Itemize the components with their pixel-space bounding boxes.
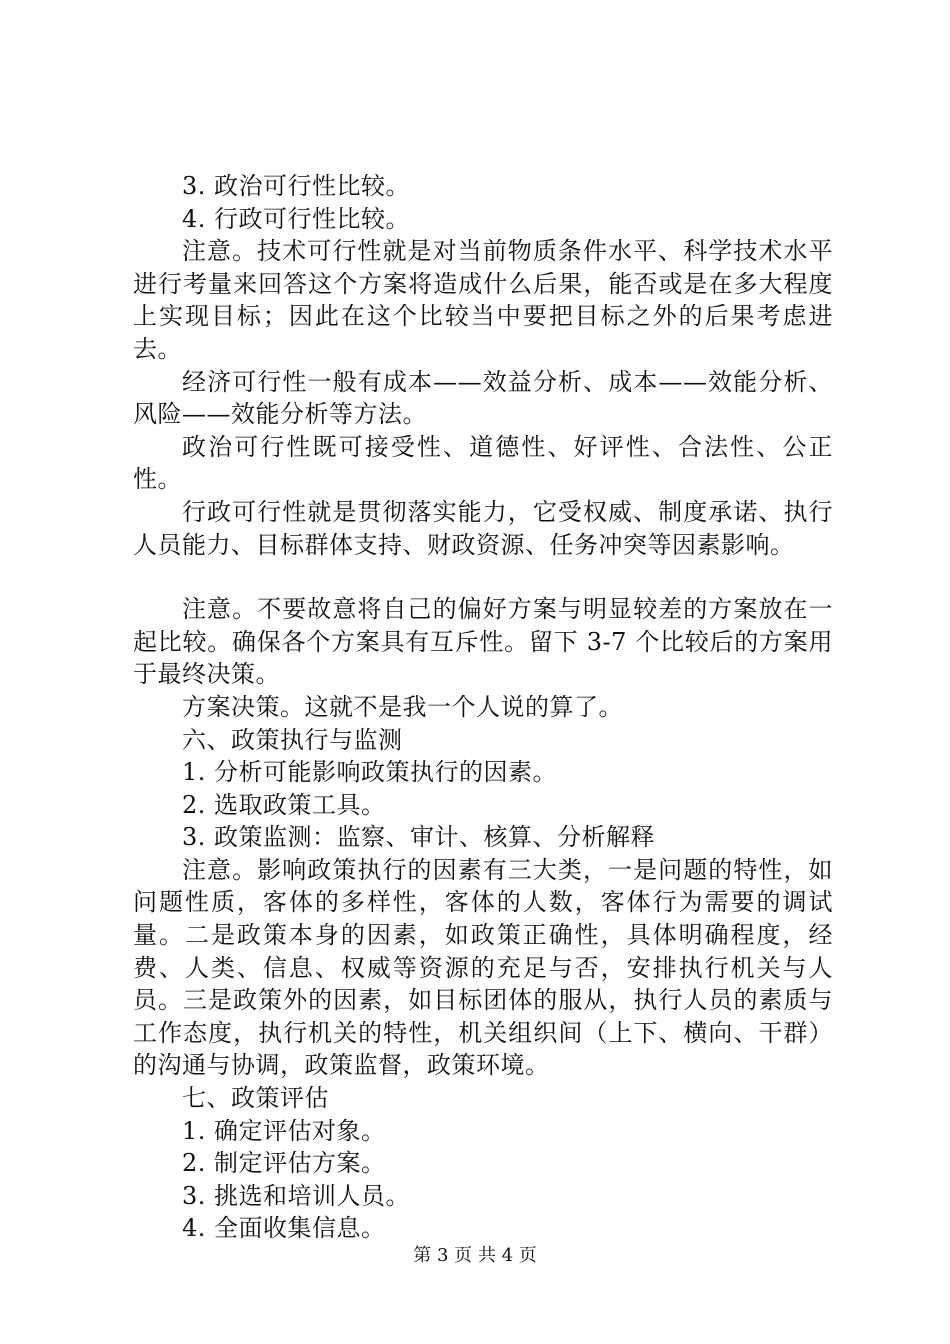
paragraph-comparison-note: 注意。不要故意将自己的偏好方案与明显较差的方案放在一起比较。确保各个方案具有互斥性。留下 3-7 个比较后的方案用于最终决策。	[133, 595, 833, 689]
list-item-evaluation-object: 1. 确定评估对象。	[182, 1116, 386, 1145]
paragraph-gap	[133, 561, 833, 593]
paragraph-technical-feasibility-note: 注意。技术可行性就是对当前物质条件水平、科学技术水平进行考量来回答这个方案将造成什么后果，能否或是在多大程度上实现目标；因此在这个比较当中要把目标之外的后果考虑进去。	[133, 237, 833, 363]
document-body	[133, 170, 833, 1245]
paragraph-economic-feasibility: 经济可行性一般有成本——效益分析、成本——效能分析、风险——效能分析等方法。	[133, 367, 833, 429]
paragraph-administrative-feasibility-item: 4. 行政可行性比较。	[182, 204, 411, 233]
paragraph-implementation-factors-note: 注意。影响政策执行的因素有三大类，一是问题的特性，如问题性质，客体的多样性，客体的人数，客体行为需要的调试量。二是政策本身的因素，如政策正确性，具体明确程度，经费、人类、信息、权威等资源的充足与否，安排执行机关与人员。三是政策外的因素，如目标团体的服从，执行人员的素质与工作态度，执行机关的特性，机关组织间（上下、横向、干群）的沟通与协调，政策监督，政策环境。	[133, 855, 833, 1080]
paragraph-administrative-feasibility: 行政可行性就是贯彻落实能力，它受权威、制度承诺、执行人员能力、目标群体支持、财政资源、任务冲突等因素影响。	[133, 497, 833, 559]
paragraph-decision: 方案决策。这就不是我一个人说的算了。	[182, 692, 623, 721]
list-item-collect-info: 4. 全面收集信息。	[182, 1214, 386, 1243]
list-item-analyze-factors: 1. 分析可能影响政策执行的因素。	[182, 758, 558, 787]
page-number-footer: 第 3 页 共 4 页	[413, 1245, 537, 1266]
section-heading-implementation: 六、政策执行与监测	[182, 725, 403, 754]
list-item-train-staff: 3. 挑选和培训人员。	[182, 1181, 411, 1210]
paragraph-political-feasibility-item: 3. 政治可行性比较。	[182, 172, 411, 200]
paragraph-political-feasibility: 政治可行性既可接受性、道德性、好评性、合法性、公正性。	[133, 432, 833, 494]
section-heading-evaluation: 七、政策评估	[182, 1084, 329, 1113]
list-item-policy-monitoring: 3. 政策监测：监察、审计、核算、分析解释	[182, 823, 656, 852]
list-item-evaluation-plan: 2. 制定评估方案。	[182, 1149, 386, 1178]
list-item-select-tools: 2. 选取政策工具。	[182, 790, 386, 819]
